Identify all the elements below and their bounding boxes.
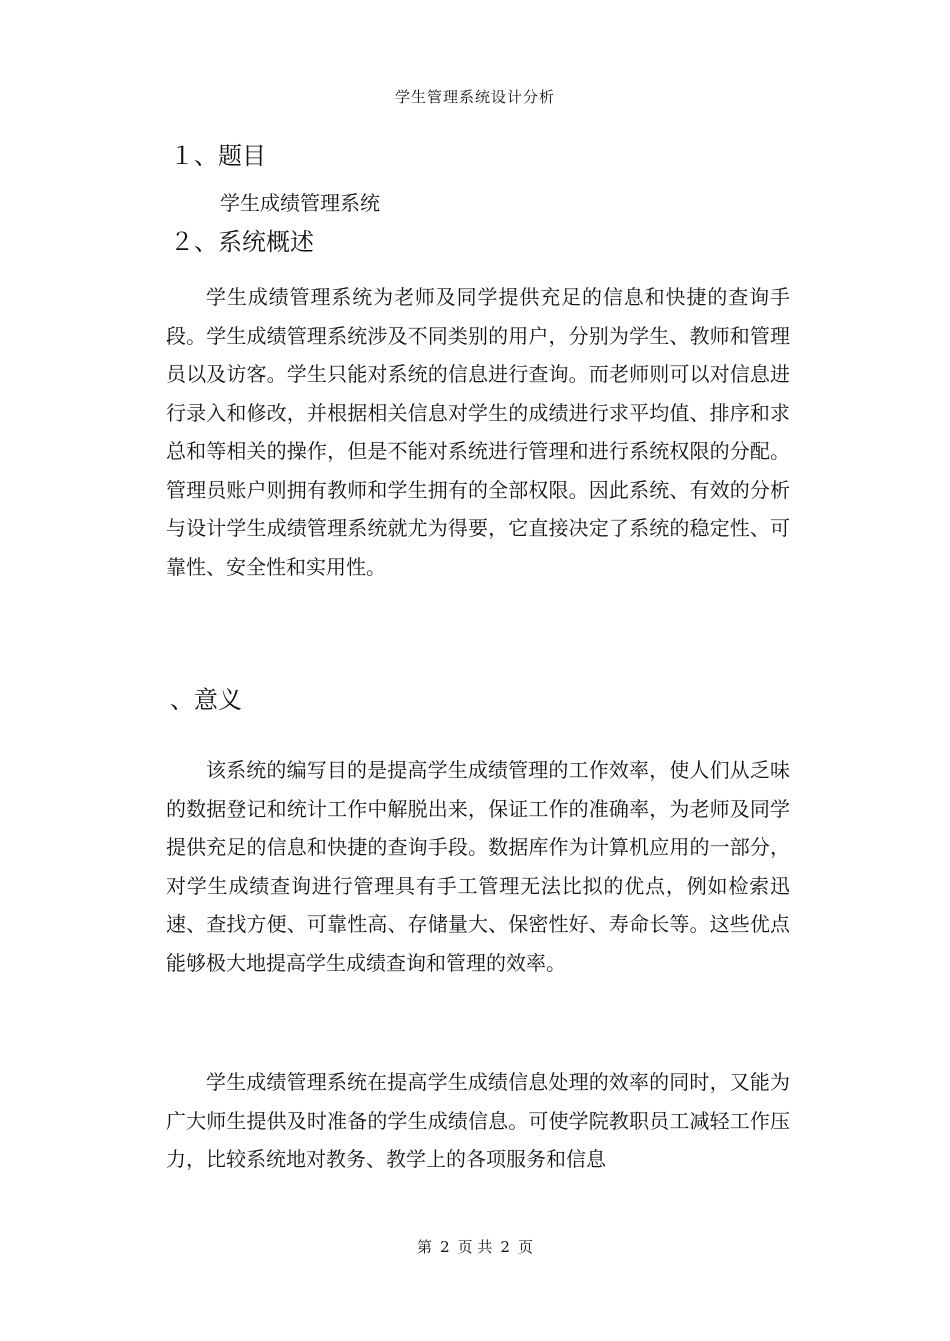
project-title: 学生成绩管理系统 [220, 191, 380, 215]
running-header: 学生管理系统设计分析 [394, 88, 555, 106]
section-heading-overview: ２、系统概述 [170, 228, 314, 256]
significance-paragraph-1: 该系统的编写目的是提高学生成绩管理的工作效率，使人们从乏味的数据登记和统计工作中解脱出来，保证工作的准确率，为老师及同学提供充足的信息和快捷的查询手段。数据库作为计算机应用的一部分，对学生成绩查询进行管理具有手工管理无法比拟的优点，例如检索迅速、查找方便、可靠性高、存储量大、保密性好、寿命长等。这些优点能够极大地提高学生成绩查询和管理的效率。 [166, 758, 790, 975]
page-current: 2 [440, 1238, 450, 1256]
page-prefix: 第 [417, 1238, 433, 1256]
section-heading-title: １、题目 [170, 142, 266, 170]
page-mid: 页 共 [457, 1238, 493, 1256]
section-heading-significance: 、意义 [170, 686, 242, 714]
significance-paragraph-2: 学生成绩管理系统在提高学生成绩信息处理的效率的同时，又能为广大师生提供及时准备的学生成绩信息。可使学院教职员工减轻工作压力，比较系统地对教务、教学上的各项服务和信息 [166, 1070, 790, 1171]
page-total: 2 [500, 1238, 510, 1256]
overview-paragraph: 学生成绩管理系统为老师及同学提供充足的信息和快捷的查询手段。学生成绩管理系统涉及不同类别的用户，分别为学生、教师和管理员以及访客。学生只能对系统的信息进行查询。而老师则可以对信息进行录入和修改，并根据相关信息对学生的成绩进行求平均值、排序和求总和等相关的操作，但是不能对系统进行管理和进行系统权限的分配。管理员账户则拥有教师和学生拥有的全部权限。因此系统、有效的分析与设计学生成绩管理系统就尤为得要，它直接决定了系统的稳定性、可靠性、安全性和实用性。 [166, 285, 790, 579]
page-suffix: 页 [517, 1238, 533, 1256]
page-footer [0, 1236, 950, 1257]
